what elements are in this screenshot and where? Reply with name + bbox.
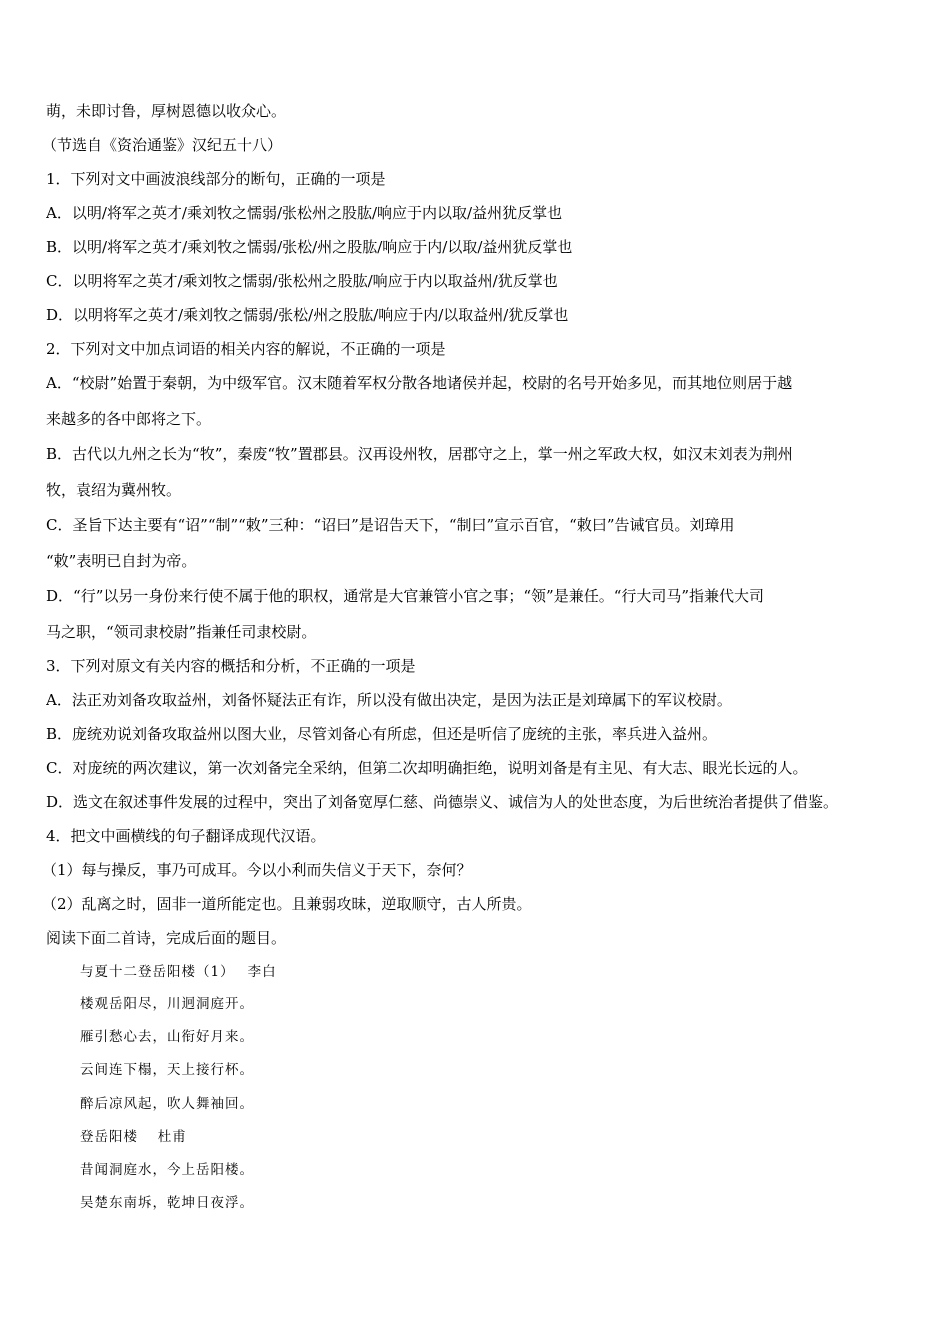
q2-option-a-line1: A．“校尉”始置于秦朝，为中级军官。汉末随着军权分散各地诸侯并起，校尉的名号开始多见，而其地位则居于越: [46, 374, 793, 392]
q1-option-c: C．以明将军之英才/乘刘牧之懦弱/张松州之股肱/响应于内以取益州/犹反掌也: [46, 272, 558, 290]
q2-option-a-line2: 来越多的各中郎将之下。: [46, 410, 212, 428]
q3-option-d: D．选文在叙述事件发展的过程中，突出了刘备宽厚仁慈、尚德崇义、诚信为人的处世态度，为后世统治者提供了借鉴。: [46, 793, 839, 811]
question-2-stem: 2．下列对文中加点词语的相关内容的解说，不正确的一项是: [46, 340, 446, 358]
q4-item-2: （2）乱离之时，固非一道所能定也。且兼弱攻昧，逆取顺守，古人所贵。: [42, 895, 532, 913]
q2-option-c-line1: C．圣旨下达主要有“诏”“制”“敕”三种：“诏曰”是诏告天下，“制曰”宣示百官，“敕曰”告诫官员。刘璋用: [46, 516, 735, 534]
q1-option-b: B．以明/将军之英才/乘刘牧之懦弱/张松/州之股肱/响应于内/以取/益州犹反掌也: [46, 238, 573, 256]
poem-1-title: 与夏十二登岳阳楼（1） 李白: [80, 964, 277, 980]
q2-option-b-line2: 牧，袁绍为冀州牧。: [46, 481, 182, 499]
q3-option-c: C．对庞统的两次建议，第一次刘备完全采纳，但第二次却明确拒绝，说明刘备是有主见、有大志、眼光长远的人。: [46, 759, 808, 777]
question-1-stem: 1．下列对文中画波浪线部分的断句，正确的一项是: [46, 170, 386, 188]
q1-option-a: A．以明/将军之英才/乘刘牧之懦弱/张松州之股肱/响应于内以取/益州犹反掌也: [46, 204, 563, 222]
poem-2-line-2: 吴楚东南坼，乾坤日夜浮。: [80, 1195, 254, 1211]
poem-1-line-2: 雁引愁心去，山衔好月来。: [80, 1029, 254, 1045]
q2-option-d-line2: 马之职，“领司隶校尉”指兼任司隶校尉。: [46, 623, 317, 641]
q3-option-a: A．法正劝刘备攻取益州，刘备怀疑法正有诈，所以没有做出决定，是因为法正是刘璋属下的军议校尉。: [46, 691, 732, 709]
q1-option-d: D．以明将军之英才/乘刘牧之懦弱/张松/州之股肱/响应于内/以取益州/犹反掌也: [46, 306, 569, 324]
q3-option-b: B．庞统劝说刘备攻取益州以图大业，尽管刘备心有所虑，但还是听信了庞统的主张，率兵进入益州。: [46, 725, 718, 743]
passage-source: （节选自《资治通鉴》汉纪五十八）: [42, 136, 283, 154]
poem-1-line-4: 醉后凉风起，吹人舞袖回。: [80, 1096, 254, 1112]
q4-item-1: （1）每与操反，事乃可成耳。今以小利而失信义于天下，奈何？: [42, 861, 472, 879]
poems-intro: 阅读下面二首诗，完成后面的题目。: [46, 929, 287, 947]
poem-1-line-1: 楼观岳阳尽，川迥洞庭开。: [80, 996, 254, 1012]
poem-2-title: 登岳阳楼 杜甫: [80, 1129, 187, 1145]
q2-option-b-line1: B．古代以九州之长为“牧”，秦废“牧”置郡县。汉再设州牧，居郡守之上，掌一州之军政大权，如汉末刘表为荆州: [46, 445, 793, 463]
passage-tail: 萌，未即讨鲁，厚树恩德以收众心。: [46, 102, 287, 120]
poem-1-line-3: 云间连下榻，天上接行杯。: [80, 1062, 254, 1078]
q2-option-d-line1: D．“行”以另一身份来行使不属于他的职权，通常是大官兼管小官之事；“领”是兼任。“行大司马”指兼代大司: [46, 587, 765, 605]
question-4-stem: 4．把文中画横线的句子翻译成现代汉语。: [46, 827, 326, 845]
question-3-stem: 3．下列对原文有关内容的概括和分析，不正确的一项是: [46, 657, 416, 675]
poem-2-line-1: 昔闻洞庭水，今上岳阳楼。: [80, 1162, 254, 1178]
q2-option-c-line2: “敕”表明已自封为帝。: [46, 552, 197, 570]
